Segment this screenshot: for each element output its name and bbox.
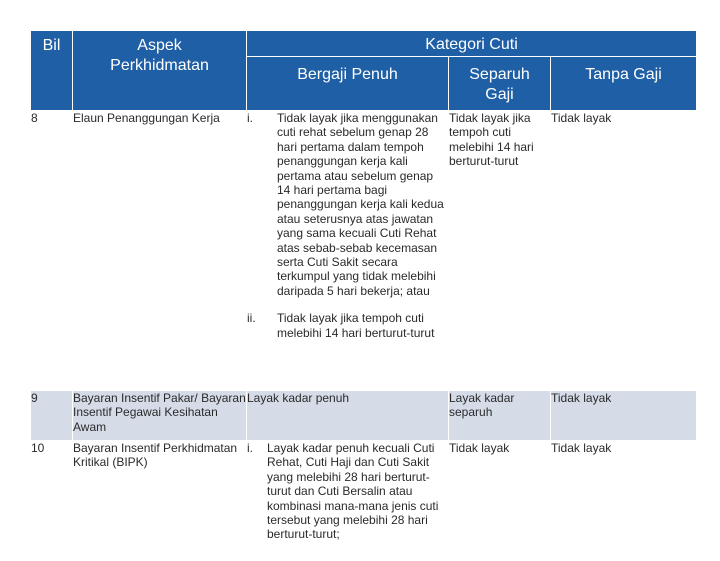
- row-bergaji-penuh: [247, 111, 449, 391]
- header-kategori-cuti: Kategori Cuti: [247, 31, 697, 57]
- row-bil: 9: [31, 391, 73, 441]
- item-number: i.: [247, 441, 253, 455]
- item-text: Tidak layak jika tempoh cuti melebihi 14 hari berturut-turut: [277, 311, 435, 340]
- row-bil: 10: [31, 441, 73, 561]
- row-separuh-gaji: Tidak layak jika tempoh cuti melebihi 14 hari berturut-turut: [449, 111, 551, 391]
- row-bergaji-penuh: Layak kadar penuh: [247, 391, 449, 441]
- header-separuh-gaji: Separuh Gaji: [449, 57, 551, 111]
- table-row: [31, 391, 697, 441]
- row-tanpa-gaji: Tidak layak: [551, 441, 697, 561]
- row-aspek: Bayaran Insentif Perkhidmatan Kritikal (BIPK): [73, 441, 247, 561]
- item-text: Layak kadar penuh kecuali Cuti Rehat, Cuti Haji dan Cuti Sakit yang melebihi 28 hari berturut-turut dan Cuti Bersalin atau kombinasi mana-mana jenis cuti tersebut yang melebihi 28 hari berturut-turut;: [267, 441, 439, 542]
- item-number: i.: [247, 111, 253, 125]
- table-row: [31, 111, 697, 391]
- row-bil: 8: [31, 111, 73, 391]
- row-separuh-gaji: Layak kadar separuh: [449, 391, 551, 441]
- header-tanpa-gaji: Tanpa Gaji: [551, 57, 697, 111]
- header-bil: Bil: [31, 31, 73, 111]
- leave-category-table: [30, 30, 697, 561]
- row-aspek: Elaun Penanggungan Kerja: [73, 111, 247, 391]
- row-separuh-gaji: Tidak layak: [449, 441, 551, 561]
- item-text: Tidak layak jika menggunakan cuti rehat sebelum genap 28 hari pertama dalam tempoh penanggungan kerja kali pertama atau sebelum genap 14 hari pertama bagi penanggungan kerja kali kedua atau seterusnya atas jawatan yang sama kecuali Cuti Rehat atas sebab-sebab kecemasan serta Cuti Sakit secara terkumpul yang tidak melebihi daripada 5 hari bekerja; atau: [277, 111, 444, 298]
- row-tanpa-gaji: Tidak layak: [551, 391, 697, 441]
- list-item: [247, 111, 444, 298]
- row-tanpa-gaji: Tidak layak: [551, 111, 697, 391]
- row-bergaji-penuh: [247, 441, 449, 561]
- header-bergaji-penuh: Bergaji Penuh: [247, 57, 449, 111]
- header-aspek: Aspek Perkhidmatan: [73, 31, 247, 111]
- list-item: [247, 441, 448, 542]
- item-number: ii.: [247, 311, 256, 326]
- list-item: [247, 311, 444, 340]
- row-aspek: Bayaran Insentif Pakar/ Bayaran Insentif Pegawai Kesihatan Awam: [73, 391, 247, 441]
- table-row: [31, 441, 697, 561]
